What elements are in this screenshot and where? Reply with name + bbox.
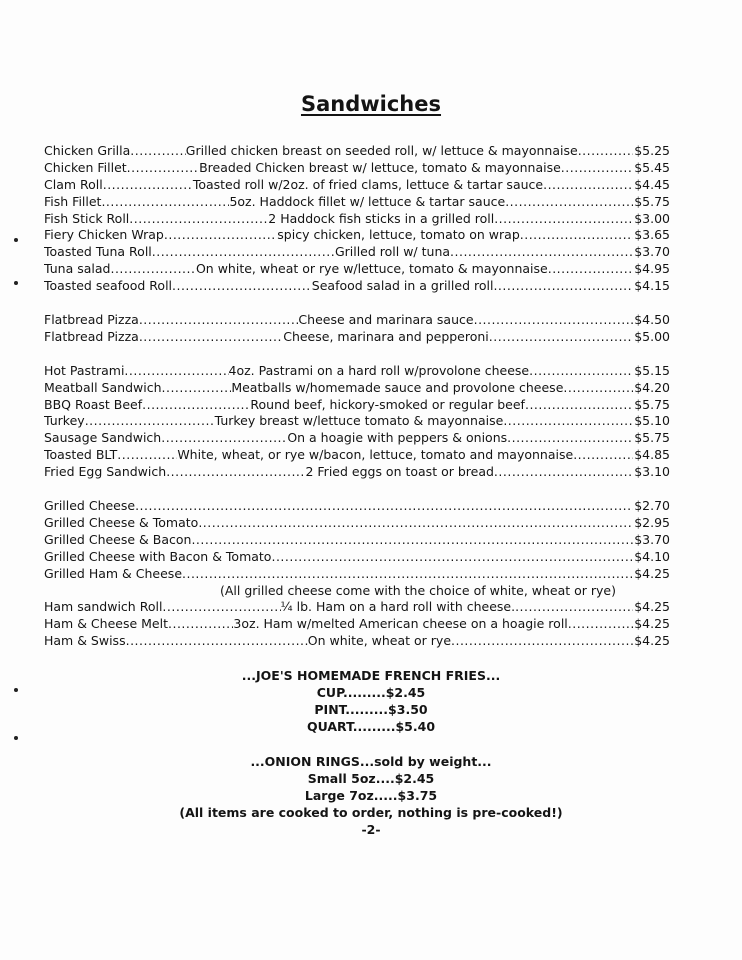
item-description: Grilled roll w/ tuna: [334, 244, 451, 260]
item-description: ¼ lb. Ham on a hard roll with cheese.: [280, 599, 516, 615]
page-number: -2-: [361, 822, 381, 837]
leader-dots: [489, 329, 633, 346]
leader-dots: [494, 464, 633, 481]
leader-dots: [568, 616, 633, 633]
item-description: On a hoagie with peppers & onions: [287, 430, 508, 446]
item-price: $4.20: [634, 379, 670, 395]
grilled-cheese-note: (All grilled cheese come with the choice of white, wheat or rye): [220, 583, 616, 599]
footer-note: (All items are cooked to order, nothing is pre-cooked!): [179, 805, 563, 820]
leader-dots: [543, 177, 633, 194]
item-description: Round beef, hickory-smoked or regular beef: [250, 396, 525, 412]
leader-dots: [525, 397, 633, 414]
item-description: Seafood salad in a grilled roll: [311, 278, 494, 294]
menu-item: [44, 566, 670, 583]
item-name: Grilled Cheese & Tomato: [44, 514, 199, 530]
item-price: $4.50: [634, 312, 670, 328]
onion-rings-size: Large 7oz.....$3.75: [304, 788, 438, 803]
item-name: Fiery Chicken Wrap: [44, 227, 164, 243]
item-name: Turkey: [44, 413, 85, 429]
item-price: $4.25: [634, 633, 670, 649]
menu-item: [44, 633, 670, 650]
section-spacer: [44, 346, 670, 363]
item-price: $3.70: [634, 244, 670, 260]
leader-dots: [505, 194, 633, 211]
item-description: 2 Haddock fish sticks in a grilled roll: [268, 210, 495, 226]
item-price: $3.65: [634, 227, 670, 243]
item-name: Grilled Cheese: [44, 498, 136, 514]
item-name: Grilled Ham & Cheese: [44, 565, 183, 581]
leader-dots: [474, 312, 634, 329]
item-name: Clam Roll: [44, 176, 103, 192]
leader-dots: [124, 363, 228, 380]
item-description: White, wheat, or rye w/bacon, lettuce, tomato and mayonnaise: [177, 447, 574, 463]
leader-dots: [117, 447, 177, 464]
item-price: $3.10: [634, 464, 670, 480]
item-name: Meatball Sandwich: [44, 379, 162, 395]
menu-item: [44, 464, 670, 481]
onion-rings-size: Small 5oz....$2.45: [307, 771, 435, 786]
leader-dots: [126, 633, 308, 650]
menu-item: [44, 515, 670, 532]
leader-dots: [573, 447, 633, 464]
menu-item: [44, 227, 670, 244]
menu-item: [44, 211, 670, 228]
leader-dots: [101, 194, 229, 211]
item-name: Grilled Cheese & Bacon: [44, 531, 192, 547]
item-description: Breaded Chicken breast w/ lettuce, tomato & mayonnaise: [199, 159, 561, 175]
item-name: Hot Pastrami: [44, 362, 125, 378]
leader-dots: [271, 549, 633, 566]
menu-item: [44, 143, 670, 160]
leader-dots: [152, 244, 335, 261]
item-name: Ham & Swiss: [44, 633, 126, 649]
leader-dots: [507, 430, 633, 447]
item-description: On white, wheat or rye w/lettuce, tomato & mayonnaise: [195, 261, 548, 277]
french-fries-section: [0, 667, 742, 735]
item-description: Grilled chicken breast on seeded roll, w/ lettuce & mayonnaise: [185, 143, 578, 158]
menu-item: [44, 244, 670, 261]
item-name: Grilled Cheese with Bacon & Tomato: [44, 548, 272, 564]
item-name: Toasted Tuna Roll: [44, 244, 152, 260]
item-price: $5.75: [634, 396, 670, 412]
item-name: Ham sandwich Roll: [44, 599, 163, 615]
menu-item: [44, 329, 670, 346]
bullet-mark: [14, 238, 18, 242]
menu-item: [44, 549, 670, 566]
leader-dots: [451, 633, 633, 650]
menu-item: [44, 261, 670, 278]
item-price: $3.70: [634, 531, 670, 547]
item-price: $4.25: [634, 565, 670, 581]
item-price: $4.15: [634, 278, 670, 294]
menu-item: [44, 397, 670, 414]
menu-item: [44, 498, 670, 515]
item-price: $5.10: [634, 413, 670, 429]
menu-item: [44, 160, 670, 177]
item-description: Cheese, marinara and pepperoni: [283, 328, 489, 344]
menu-item: [44, 177, 670, 194]
section-spacer: [44, 481, 670, 498]
leader-dots: [164, 227, 277, 244]
bullet-mark: [14, 736, 18, 740]
item-price: $4.95: [634, 261, 670, 277]
item-name: BBQ Roast Beef: [44, 396, 143, 412]
leader-dots: [127, 160, 199, 177]
item-price: $5.15: [634, 362, 670, 378]
leader-dots: [561, 160, 633, 177]
page-title: Sandwiches: [300, 92, 442, 116]
leader-dots: [166, 464, 305, 481]
onion-rings-heading: ...ONION RINGS...sold by weight...: [250, 754, 492, 769]
item-price: $5.00: [634, 328, 670, 344]
leader-dots: [493, 278, 633, 295]
fries-size: QUART.........$5.40: [306, 719, 436, 734]
fries-heading: ...JOE'S HOMEMADE FRENCH FRIES...: [241, 668, 501, 683]
leader-dots: [110, 261, 196, 278]
item-name: Fish Stick Roll: [44, 210, 130, 226]
item-name: Fish Fillet: [44, 193, 102, 209]
item-name: Chicken Grilla: [44, 143, 131, 158]
leader-dots: [85, 413, 215, 430]
item-description: 2 Fried eggs on toast or bread: [305, 464, 494, 480]
item-name: Toasted BLT: [44, 447, 118, 463]
leader-dots: [503, 413, 633, 430]
item-price: $4.25: [634, 599, 670, 615]
leader-dots: [130, 143, 186, 160]
leader-dots: [198, 515, 633, 532]
bullet-mark: [14, 281, 18, 285]
leader-dots: [182, 566, 633, 583]
leader-dots: [515, 599, 633, 616]
item-price: $5.75: [634, 193, 670, 209]
item-description: Toasted roll w/2oz. of fried clams, lettuce & tartar sauce: [192, 176, 544, 192]
onion-rings-section: [0, 753, 742, 838]
leader-dots: [142, 397, 250, 414]
item-price: $4.10: [634, 548, 670, 564]
leader-dots: [494, 211, 633, 228]
leader-dots: [578, 143, 634, 160]
item-price: $4.85: [634, 447, 670, 463]
menu-item: [44, 363, 670, 380]
menu-item: [44, 447, 670, 464]
item-description: Turkey breast w/lettuce tomato & mayonnaise: [214, 413, 504, 429]
menu-item: [44, 312, 670, 329]
item-name: Flatbread Pizza: [44, 328, 139, 344]
leader-dots: [172, 278, 312, 295]
item-price: $5.25: [634, 143, 670, 158]
menu-item: [44, 532, 670, 549]
leader-dots: [162, 599, 280, 616]
leader-dots: [563, 380, 633, 397]
menu-item: [44, 430, 670, 447]
item-name: Toasted seafood Roll: [44, 278, 173, 294]
item-price: $3.00: [634, 210, 670, 226]
leader-dots: [103, 177, 193, 194]
leader-dots: [520, 227, 633, 244]
item-name: Fried Egg Sandwich: [44, 464, 167, 480]
menu-item: [44, 413, 670, 430]
item-price: $5.45: [634, 159, 670, 175]
item-name: Chicken Fillet: [44, 159, 127, 175]
item-description: spicy chicken, lettuce, tomato on wrap: [277, 227, 520, 243]
item-name: Tuna salad: [44, 261, 111, 277]
leader-dots: [450, 244, 633, 261]
item-price: $4.45: [634, 176, 670, 192]
menu-item: [44, 599, 670, 616]
item-description: Cheese and marinara sauce: [298, 312, 474, 328]
item-name: Flatbread Pizza: [44, 312, 139, 328]
leader-dots: [135, 498, 633, 515]
item-description: 4oz. Pastrami on a hard roll w/provolone cheese: [228, 362, 530, 378]
menu-item: [44, 380, 670, 397]
item-description: Meatballs w/homemade sauce and provolone cheese: [231, 379, 564, 395]
leader-dots: [161, 430, 287, 447]
leader-dots: [191, 532, 633, 549]
leader-dots: [162, 380, 232, 397]
menu-list: [44, 143, 670, 650]
menu-item: [44, 616, 670, 633]
leader-dots: [139, 329, 283, 346]
leader-dots: [129, 211, 268, 228]
section-spacer: [44, 295, 670, 312]
item-price: $2.95: [634, 514, 670, 530]
leader-dots: [168, 616, 233, 633]
item-price: $5.75: [634, 430, 670, 446]
menu-item: [44, 194, 670, 211]
item-price: $4.25: [634, 616, 670, 632]
item-name: Sausage Sandwich: [44, 430, 162, 446]
item-price: $2.70: [634, 498, 670, 514]
item-description: 5oz. Haddock fillet w/ lettuce & tartar sauce: [229, 193, 506, 209]
item-name: Ham & Cheese Melt: [44, 616, 168, 632]
leader-dots: [139, 312, 299, 329]
fries-size: CUP.........$2.45: [316, 685, 426, 700]
fries-size: PINT.........$3.50: [314, 702, 428, 717]
menu-item: [44, 278, 670, 295]
leader-dots: [548, 261, 634, 278]
item-description: On white, wheat or rye: [307, 633, 452, 649]
leader-dots: [529, 363, 633, 380]
item-description: 3oz. Ham w/melted American cheese on a hoagie roll: [233, 616, 568, 632]
